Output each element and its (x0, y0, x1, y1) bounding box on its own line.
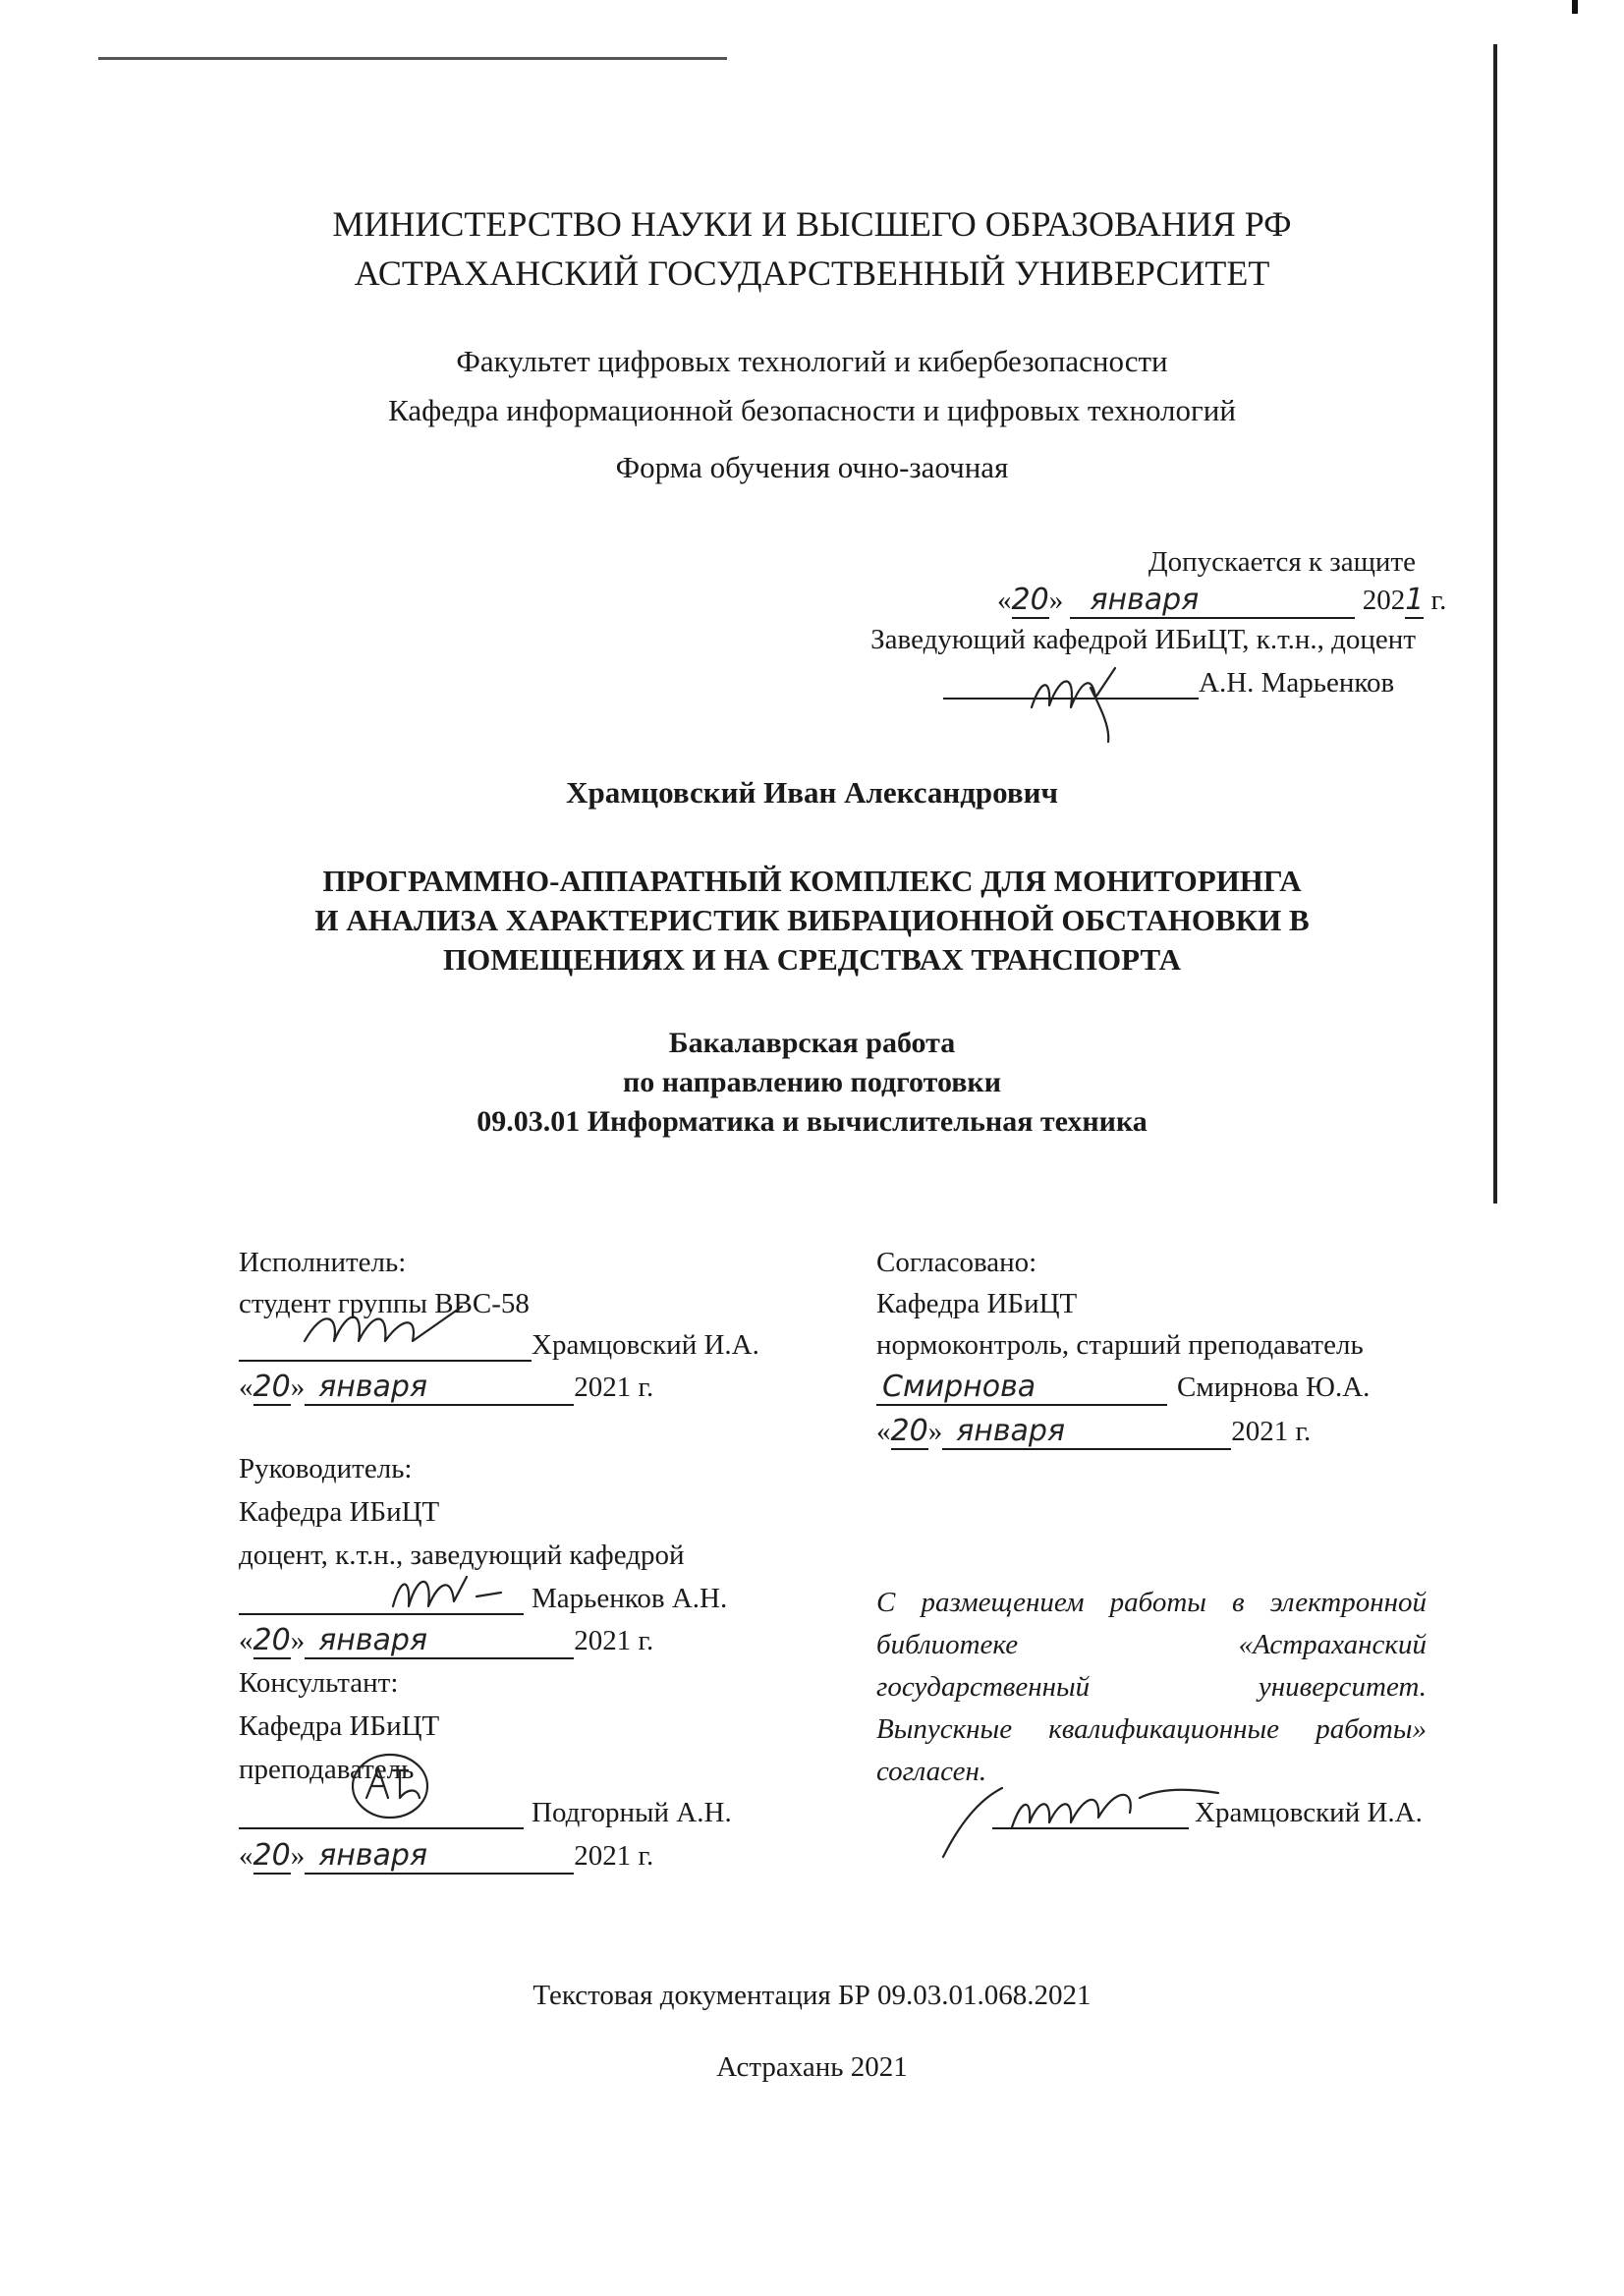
quote-open: « (997, 585, 1012, 616)
work-direction: по направлению подготовки (622, 1066, 1002, 1098)
consultant-day: 20 (252, 1838, 291, 1873)
library-line2-a: библиотеке (876, 1629, 1019, 1660)
head-signature-line (943, 666, 1394, 700)
agreed-sign-row (876, 1371, 1370, 1406)
study-form-line: Форма обучения очно-заочная (615, 450, 1009, 484)
quote-open: « (239, 1372, 253, 1403)
executor-group: студент группы ВВС-58 (239, 1288, 530, 1319)
library-line3 (876, 1670, 1427, 1704)
agreed-month: января (942, 1415, 1231, 1450)
agreed-date (876, 1415, 1311, 1450)
quote-open: « (239, 1840, 253, 1872)
head-signature-icon (1022, 648, 1140, 747)
library-name: Храмцовский И.А. (1195, 1797, 1423, 1828)
executor-label: Исполнитель: (239, 1247, 407, 1278)
thesis-title-line1: ПРОГРАММНО-АППАРАТНЫЙ КОМПЛЕКС ДЛЯ МОНИТОРИНГА (322, 864, 1302, 898)
quote-close: » (290, 1372, 306, 1403)
library-line1: С размещением работы в электронной (876, 1587, 1427, 1618)
ministry-heading: МИНИСТЕРСТВО НАУКИ И ВЫСШЕГО ОБРАЗОВАНИЯ РФ (332, 204, 1292, 244)
approval-year-digit: 1 (1405, 583, 1425, 617)
agreed-name: Смирнова Ю.А. (1177, 1372, 1371, 1403)
consultant-month: января (305, 1839, 574, 1875)
library-line3-a: государственный (876, 1671, 1091, 1703)
library-line3-b: университет. (1258, 1671, 1427, 1703)
thesis-title-line3: ПОМЕЩЕНИЯХ И НА СРЕДСТВАХ ТРАНСПОРТА (443, 942, 1181, 977)
city-year: Астрахань 2021 (716, 2051, 908, 2083)
supervisor-date (239, 1624, 653, 1659)
consultant-name: Подгорный А.Н. (532, 1797, 732, 1828)
scan-top-line (98, 57, 727, 60)
agreed-dept: Кафедра ИБиЦТ (876, 1288, 1078, 1319)
executor-signature-icon (295, 1287, 491, 1375)
agreed-position: нормоконтроль, старший преподаватель (876, 1329, 1364, 1361)
agreed-signature: Смирнова (876, 1371, 1167, 1406)
library-line4: Выпускные квалификационные работы» (876, 1713, 1427, 1745)
consultant-signature-icon (349, 1749, 437, 1827)
quote-open: « (239, 1625, 253, 1656)
approval-month: января (1070, 584, 1355, 619)
university-heading: АСТРАХАНСКИЙ ГОСУДАРСТВЕННЫЙ УНИВЕРСИТЕТ (354, 253, 1270, 293)
head-title: Заведующий кафедрой ИБиЦТ, к.т.н., доцент (870, 624, 1416, 655)
supervisor-day: 20 (252, 1623, 291, 1657)
consultant-label: Консультант: (239, 1667, 399, 1699)
work-specialty: 09.03.01 Информатика и вычислительная техника (476, 1105, 1148, 1138)
supervisor-signature-icon (383, 1557, 511, 1626)
supervisor-position: доцент, к.т.н., заведующий кафедрой (239, 1540, 685, 1571)
quote-close: » (290, 1840, 306, 1872)
executor-year: 2021 г. (574, 1372, 654, 1403)
agreed-year: 2021 г. (1231, 1416, 1312, 1447)
scan-corner-mark (1572, 0, 1578, 14)
author-name: Храмцовский Иван Александрович (566, 775, 1058, 810)
library-line2-b: «Астраханский (1238, 1629, 1427, 1660)
doc-code: Текстовая документация БР 09.03.01.068.2021 (532, 1980, 1092, 2011)
consultant-position: преподаватель (239, 1754, 415, 1785)
executor-month: января (305, 1371, 574, 1406)
approval-date (997, 584, 1446, 619)
consultant-sign-row (239, 1796, 732, 1829)
quote-close: » (927, 1416, 943, 1447)
author-signature-icon (924, 1759, 1238, 1867)
quote-close: » (1048, 585, 1064, 616)
admission-label: Допускается к защите (1148, 546, 1416, 578)
supervisor-dept: Кафедра ИБиЦТ (239, 1496, 440, 1528)
library-line5: согласен. (876, 1756, 987, 1787)
approval-year-prefix: 202 (1362, 585, 1406, 616)
approval-year-suffix: г. (1430, 585, 1447, 616)
work-type: Бакалаврская работа (668, 1027, 956, 1059)
agreed-day: 20 (890, 1414, 928, 1448)
executor-date (239, 1371, 653, 1406)
consultant-dept: Кафедра ИБиЦТ (239, 1710, 440, 1742)
executor-day: 20 (252, 1370, 291, 1404)
approval-day: 20 (1011, 583, 1049, 617)
consultant-year: 2021 г. (574, 1840, 654, 1872)
supervisor-month: января (305, 1624, 574, 1659)
library-line2 (876, 1628, 1427, 1661)
thesis-title-line2: И АНАЛИЗА ХАРАКТЕРИСТИК ВИБРАЦИОННОЙ ОБСТАНОВКИ В (314, 903, 1310, 937)
supervisor-name: Марьенков А.Н. (532, 1583, 728, 1614)
agreed-label: Согласовано: (876, 1247, 1037, 1278)
head-name: А.Н. Марьенков (1199, 667, 1395, 699)
department-line: Кафедра информационной безопасности и цифровых технологий (388, 393, 1236, 427)
supervisor-year: 2021 г. (574, 1625, 654, 1656)
executor-name: Храмцовский И.А. (532, 1329, 759, 1361)
supervisor-label: Руководитель: (239, 1453, 413, 1484)
consultant-date (239, 1839, 653, 1875)
faculty-line: Факультет цифровых технологий и кибербезопасности (456, 344, 1168, 378)
quote-open: « (876, 1416, 891, 1447)
quote-close: » (290, 1625, 306, 1656)
